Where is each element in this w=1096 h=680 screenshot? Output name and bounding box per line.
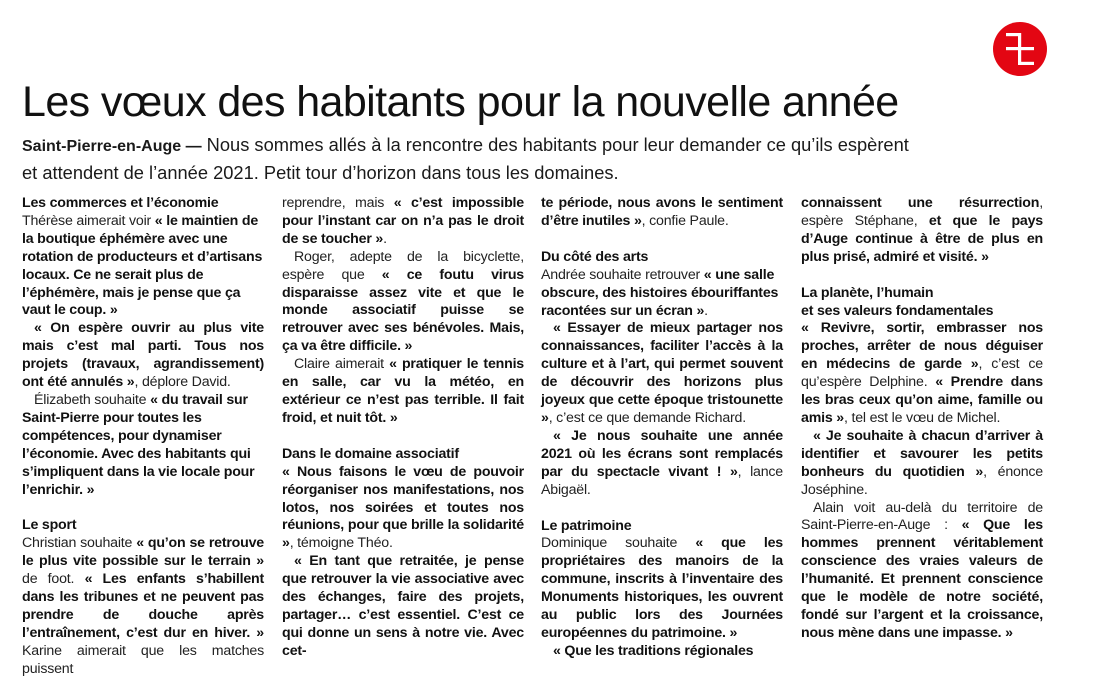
paragraph xyxy=(541,535,783,642)
text-run: reprendre, mais xyxy=(282,195,394,211)
text-run: Claire aimerait xyxy=(294,356,390,373)
text-run: , tel est le vœu de Michel. xyxy=(843,409,1001,426)
quote: te période, nous avons le sentiment d’être inutiles » xyxy=(541,195,783,229)
paragraph xyxy=(541,267,783,321)
text-run: Dominique souhaite xyxy=(541,535,696,552)
text-run: Andrée souhaite retrouver xyxy=(541,266,704,283)
section-heading-sport: Le sport xyxy=(22,517,77,534)
text-run: . xyxy=(383,230,387,247)
quote: « ce foutu virus disparaisse assez vite et que le monde associatif puisse se retrouver avec ses bénévoles. Mais, ça va être difficile. » xyxy=(282,266,524,355)
heading-line: La planète, l’humain xyxy=(801,284,934,301)
text-run: , témoigne Théo. xyxy=(289,535,393,552)
paragraph xyxy=(801,428,1043,500)
section-heading-associatif: Dans le domaine associatif xyxy=(282,445,459,462)
quote: « Essayer de mieux partager nos connaissances, faciliter l’accès à la culture et à l’art, qui permet souvent de découvrir des horizons plus joyeux que cette époque tristounette » xyxy=(541,320,783,426)
paragraph xyxy=(801,320,1043,427)
paragraph xyxy=(541,320,783,427)
text-run: , c’est ce qu’espère Delphine. xyxy=(801,356,1043,391)
text-run: , déplore David. xyxy=(134,374,231,391)
quote: « pratiquer le tennis en salle, car vu la météo, en extérieur ce n’est pas terrible. Il fait froid, et nuit tôt. » xyxy=(282,356,524,426)
text-run: , énonce Joséphine. xyxy=(801,463,1043,498)
quote: « Revivre, sortir, embrasser nos proches, arrêter de nous déguiser en médecins de garde » xyxy=(801,320,1043,373)
quote: « Que les traditions régionales xyxy=(553,642,754,659)
paragraph xyxy=(801,195,1043,267)
text-run: , c’est ce que demande Richard. xyxy=(548,409,746,426)
publication-logo-icon xyxy=(992,21,1048,77)
quote: « que les propriétaires des manoirs de la commune, inscrits à l’inventaire des Monuments historiques, les ouvrent au public lors des Journées européennes du patrimoine. » xyxy=(541,535,783,641)
paragraph xyxy=(541,195,783,231)
paragraph xyxy=(282,195,524,249)
quote: connaissent une résurrection xyxy=(801,195,1040,211)
quote: « En tant que retraitée, je pense que retrouver la vie associative avec des échanges, faire des projets, partager… c’est essentiel. C’est ce qui donne un sens à notre vie. Avec cet- xyxy=(282,553,524,659)
text-run: Karine aimerait que les matches puissent xyxy=(22,642,264,677)
section-heading-commerce: Les commerces et l’économie xyxy=(22,195,219,211)
text-run: . xyxy=(704,302,708,319)
text-run: , confie Paule. xyxy=(641,212,729,229)
paragraph xyxy=(22,320,264,392)
text-run: Christian souhaite xyxy=(22,535,137,552)
paragraph xyxy=(801,500,1043,643)
text-run: Thérèse aimerait voir xyxy=(22,212,155,229)
quote: « Les enfants s’habillent dans les tribunes et ne peuvent pas prendre de douche après l’entraînement, c’est dur en hiver. » xyxy=(22,571,264,641)
quote: « Que les hommes prennent véritablement conscience des vraies valeurs de l’humanité. Et prennent conscience que le modèle de notre société, fondé sur l’argent et la croissance, nous mène dans une impasse. » xyxy=(801,517,1043,641)
text-run: Roger, adepte de la bicyclette, espère que xyxy=(282,248,524,283)
heading-line: et ses valeurs fondamentales xyxy=(801,302,994,319)
article-column-3 xyxy=(541,195,783,661)
quote: « Je nous souhaite une année 2021 où les écrans sont remplacés par du spectacle vivant ! » xyxy=(541,427,783,480)
text-run: de foot. xyxy=(22,571,85,588)
text-run: , lance Abigaël. xyxy=(541,463,784,498)
paragraph xyxy=(541,428,783,500)
article-headline: Les vœux des habitants pour la nouvelle année xyxy=(22,78,899,126)
article-column-4 xyxy=(801,195,1043,643)
section-heading-arts: Du côté des arts xyxy=(541,248,649,265)
article-column-2 xyxy=(282,195,524,661)
quote: « le maintien de la boutique éphémère avec une rotation de producteurs et d’artisans locaux. Ce ne serait plus de l’éphémère, mais je pense que ça vaut le coup. » xyxy=(22,212,263,319)
paragraph xyxy=(282,553,524,660)
text-run: Élizabeth souhaite xyxy=(34,391,151,408)
article-lede xyxy=(22,132,922,186)
quote: « du travail sur Saint-Pierre pour toutes les compétences, pour dynamiser l’économie. Avec des habitants qui s’impliquent dans la vie locale pour l’enrichir. » xyxy=(22,391,255,498)
quote: « qu’on se retrouve le plus vite possible sur le terrain » xyxy=(22,535,264,570)
text-run: Alain voit au-delà du territoire de Saint-Pierre-en-Auge : xyxy=(801,499,1043,534)
quote: « c’est impossible pour l’instant car on n’a pas le droit de se toucher » xyxy=(282,195,524,247)
section-heading-planete xyxy=(801,285,1043,321)
quote: « Nous faisons le vœu de pouvoir réorganiser nos manifestations, nos lotos, nos soirées et toutes nos réunions, pour que brille la solidarité » xyxy=(282,463,524,552)
text-run: , espère Stéphane, xyxy=(801,195,1043,229)
lede-dateline: Saint-Pierre-en-Auge — xyxy=(22,138,202,155)
article-column-1 xyxy=(22,195,264,679)
quote: « Prendre dans les bras ceux qu’on aime, famille ou amis » xyxy=(801,374,1043,426)
paragraph xyxy=(22,392,264,499)
paragraph xyxy=(282,356,524,428)
quote: « On espère ouvrir au plus vite mais c’est mal parti. Tous nos projets (travaux, agrandissement) ont été annulés » xyxy=(22,320,264,391)
quote: « une salle obscure, des histoires ébouriffantes racontées sur un écran » xyxy=(541,266,779,319)
quote: « Je souhaite à chacun d’arriver à identifier et savourer les petits bonheurs du quotidien » xyxy=(801,427,1043,480)
paragraph xyxy=(541,643,783,661)
section-heading-patrimoine: Le patrimoine xyxy=(541,517,632,534)
paragraph xyxy=(282,249,524,356)
paragraph xyxy=(22,535,264,678)
paragraph xyxy=(22,213,264,320)
lede-text: Nous sommes allés à la rencontre des habitants pour leur demander ce qu’ils espèrent et attendent de l’année 2021. Petit tour d’horizon dans tous les domaines. xyxy=(22,134,909,183)
quote: et que le pays d’Auge continue à être de plus en plus prisé, admiré et visité. » xyxy=(801,212,1043,265)
paragraph xyxy=(282,464,524,554)
